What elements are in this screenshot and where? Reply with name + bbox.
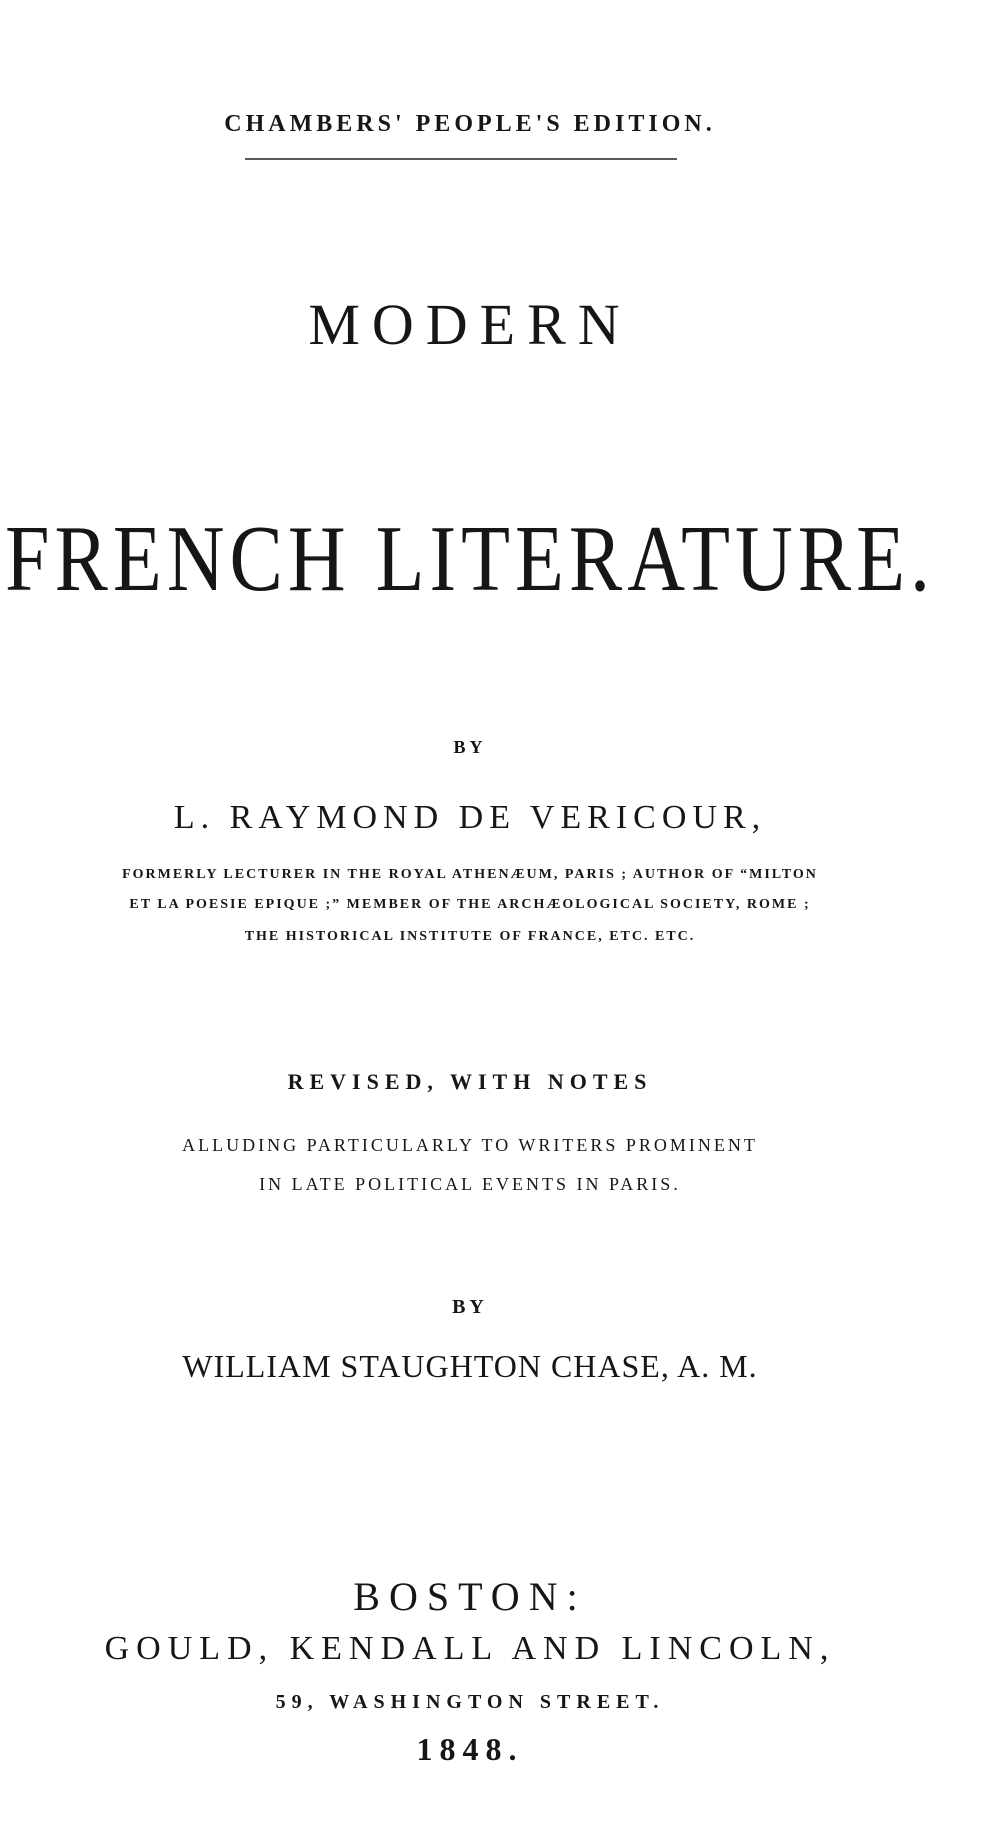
book-title-line-1: MODERN: [308, 292, 632, 357]
imprint-city: BOSTON:: [353, 1574, 587, 1619]
author-credentials-line: ET LA POESIE EPIQUE ;” MEMBER OF THE ARCHÆOLOGICAL SOCIETY, ROME ;: [129, 897, 811, 912]
imprint-address: 59, WASHINGTON STREET.: [275, 1691, 665, 1713]
editor-by: BY: [452, 1296, 488, 1318]
author-by: BY: [453, 737, 487, 757]
author-credentials-line: FORMERLY LECTURER IN THE ROYAL ATHENÆUM, PARIS ; AUTHOR OF “MILTON: [122, 867, 818, 882]
book-title-line-2: FRENCH LITERATURE.: [5, 507, 935, 612]
editor-name: WILLIAM STAUGHTON CHASE, A. M.: [182, 1348, 758, 1384]
revision-note-line: IN LATE POLITICAL EVENTS IN PARIS.: [259, 1174, 681, 1194]
imprint-year: 1848.: [416, 1731, 524, 1767]
imprint-publisher: GOULD, KENDALL AND LINCOLN,: [104, 1630, 836, 1667]
revision-heading: REVISED, WITH NOTES: [287, 1069, 653, 1094]
author-name: L. RAYMOND DE VERICOUR,: [173, 799, 767, 836]
revision-note-line: ALLUDING PARTICULARLY TO WRITERS PROMINENT: [182, 1135, 758, 1155]
author-credentials-line: THE HISTORICAL INSTITUTE OF FRANCE, ETC. ETC.: [244, 929, 696, 944]
series-rule: [245, 158, 677, 160]
series-title: CHAMBERS' PEOPLE'S EDITION.: [224, 111, 716, 137]
